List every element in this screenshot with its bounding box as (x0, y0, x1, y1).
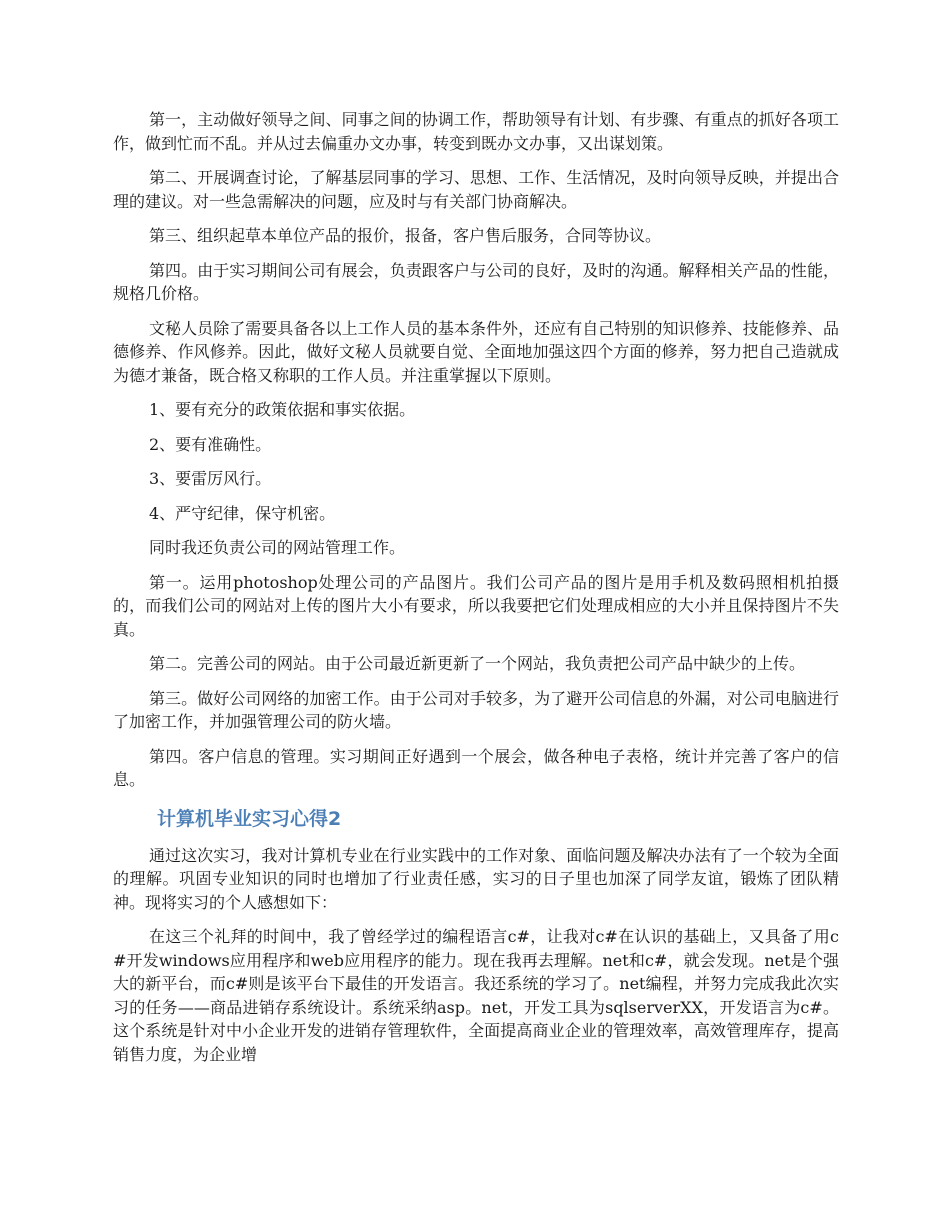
document-page (113, 108, 839, 1077)
list-item: 2、要有准确性。 (149, 434, 272, 454)
paragraph: 通过这次实习，我对计算机专业在行业实践中的工作对象、面临问题及解决办法有了一个较为全面的理解。巩固专业知识的同时也增加了行业责任感，实习的日子里也加深了同学友谊，锻炼了团队精神。现将实习的个人感想如下： (113, 845, 839, 912)
list-item: 3、要雷厉风行。 (149, 469, 272, 488)
paragraph: 在这三个礼拜的时间中，我了曾经学过的编程语言c#，让我对c#在认识的基础上，又具备了用c#开发windows应用程序和web应用程序的能力。现在我再去理解。net和c#，就会发现。net是个强大的新平台，而c#则是该平台下最佳的开发语言。我还系统的学习了。net编程，并努力完成我此次实习的任务——商品进销存系统设计。系统采纳asp。net，开发工具为sqlserverXX，开发语言为c#。这个系统是针对中小企业开发的进销存管理软件，全面提高商业企业的管理效率，高效管理库存，提高销售力度，为企业增 (113, 927, 839, 1064)
paragraph: 第三、组织起草本单位产品的报价，报备，客户售后服务，合同等协议。 (149, 226, 662, 245)
paragraph: 同时我还负责公司的网站管理工作。 (149, 538, 406, 557)
paragraph: 第三。做好公司网络的加密工作。由于公司对手较多，为了避开公司信息的外漏，对公司电脑进行了加密工作，并加强管理公司的防火墙。 (113, 688, 839, 731)
section-heading: 计算机毕业实习心得2 (157, 807, 342, 830)
list-item: 4、严守纪律，保守机密。 (149, 503, 336, 523)
paragraph: 第一，主动做好领导之间、同事之间的协调工作，帮助领导有计划、有步骤、有重点的抓好各项工作，做到忙而不乱。并从过去偏重办文办事，转变到既办文办事，又出谋划策。 (113, 110, 839, 153)
paragraph: 第一。运用photoshop处理公司的产品图片。我们公司产品的图片是用手机及数码照相机拍摄的，而我们公司的网站对上传的图片大小有要求，所以我要把它们处理成相应的大小并且保持图片不失真。 (113, 572, 839, 639)
list-item: 1、要有充分的政策依据和事实依据。 (149, 400, 416, 419)
paragraph: 文秘人员除了需要具备各以上工作人员的基本条件外，还应有自己特别的知识修养、技能修养、品德修养、作风修养。因此，做好文秘人员就要自觉、全面地加强这四个方面的修养，努力把自己造就成为德才兼备，既合格又称职的工作人员。并注重掌握以下原则。 (113, 318, 839, 385)
paragraph: 第四。客户信息的管理。实习期间正好遇到一个展会，做各种电子表格，统计并完善了客户的信息。 (113, 746, 839, 789)
paragraph: 第二。完善公司的网站。由于公司最近新更新了一个网站，我负责把公司产品中缺少的上传。 (149, 654, 806, 673)
paragraph: 第四。由于实习期间公司有展会，负责跟客户与公司的良好，及时的沟通。解释相关产品的性能，规格几价格。 (113, 260, 839, 303)
paragraph: 第二、开展调查讨论，了解基层同事的学习、思想、工作、生活情况，及时向领导反映，并提出合理的建议。对一些急需解决的问题，应及时与有关部门协商解决。 (113, 168, 839, 211)
